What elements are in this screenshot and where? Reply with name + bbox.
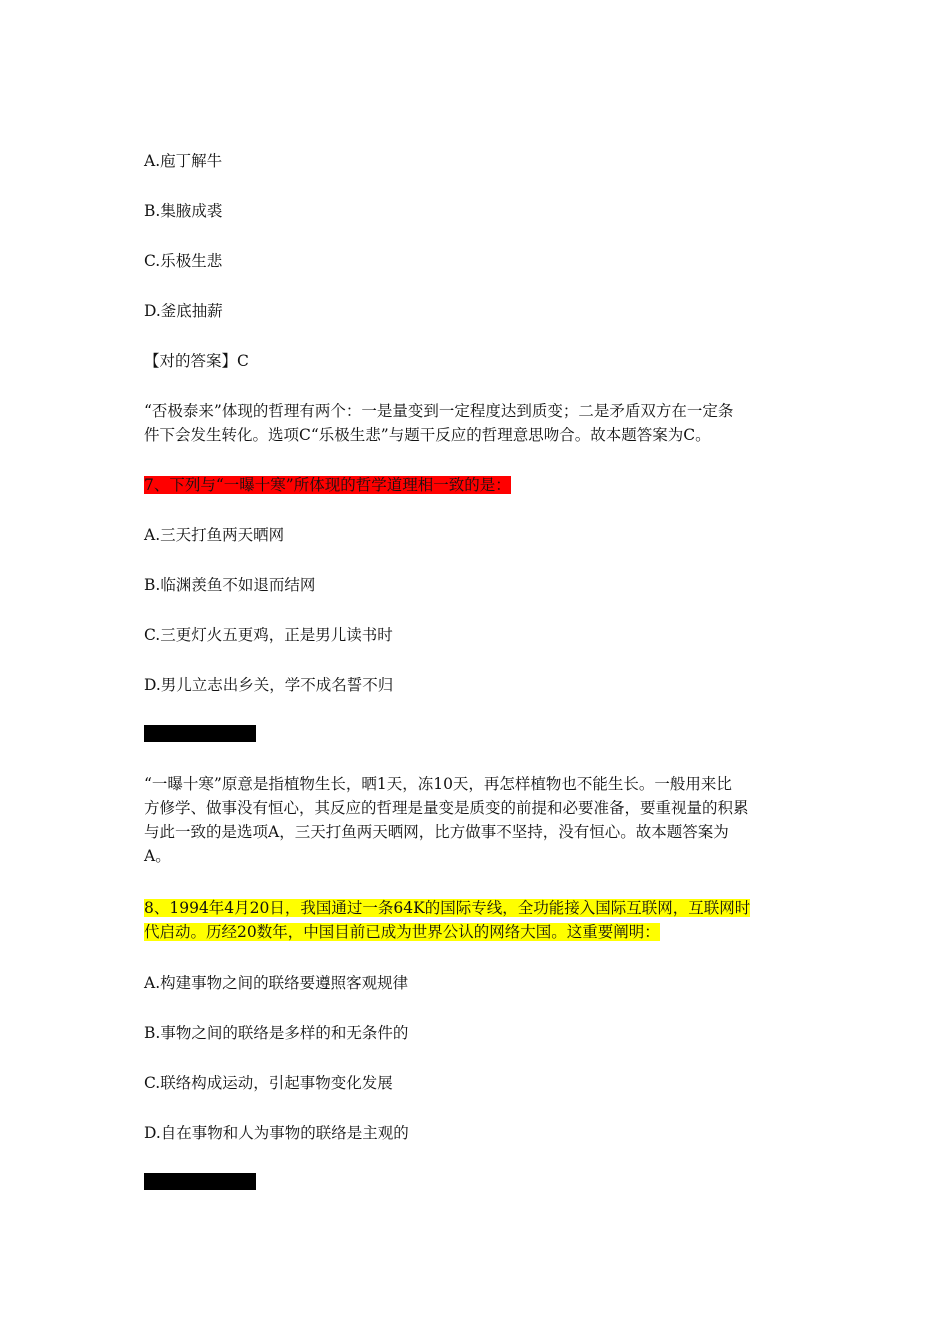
q7-explanation-line-2: 方修学、做事没有恒心，其反应的哲理是量变是质变的前提和必要准备，要重视量的积累 — [144, 799, 749, 817]
q7-explanation-line-3: 与此一致的是选项A，三天打鱼两天晒网，比方做事不坚持，没有恒心。故本题答案为 — [144, 823, 729, 841]
q6-option-c: C.乐极生悲 — [144, 252, 223, 270]
q6-option-d: D.釜底抽薪 — [144, 302, 223, 320]
q8-question-text-2: 代启动。历经20数年，中国目前已成为世界公认的网络大国。这重要阐明： — [144, 923, 660, 941]
q7-explanation-line-4: A。 — [144, 847, 171, 865]
q8-question-line-1 — [144, 896, 750, 920]
q8-question-line-2 — [144, 920, 660, 944]
q6-explanation-line-2: 件下会发生转化。选项C“乐极生悲”与题干反应的哲理意思吻合。故本题答案为C。 — [144, 426, 711, 444]
q7-option-a: A.三天打鱼两天晒网 — [144, 526, 285, 544]
q6-option-b: B.集腋成裘 — [144, 202, 223, 220]
q7-question — [144, 473, 511, 497]
q8-option-c: C.联络构成运动，引起事物变化发展 — [144, 1074, 393, 1092]
q8-option-d: D.自在事物和人为事物的联络是主观的 — [144, 1124, 409, 1142]
q7-question-text: 7、下列与“一曝十寒”所体现的哲学道理相一致的是： — [144, 476, 511, 494]
q8-redacted-answer — [144, 1173, 256, 1190]
q6-explanation-line-1: “否极泰来”体现的哲理有两个：一是量变到一定程度达到质变；二是矛盾双方在一定条 — [144, 402, 734, 420]
q8-option-a: A.构建事物之间的联络要遵照客观规律 — [144, 974, 409, 992]
q8-question-text-1: 8、1994年4月20日，我国通过一条64K的国际专线，全功能接入国际互联网，互联网时 — [144, 899, 751, 917]
q6-option-a: A.庖丁解牛 — [144, 152, 223, 170]
q7-option-d: D.男儿立志出乡关，学不成名誓不归 — [144, 676, 394, 694]
q7-option-b: B.临渊羡鱼不如退而结网 — [144, 576, 316, 594]
q7-redacted-answer — [144, 725, 256, 742]
q7-option-c: C.三更灯火五更鸡，正是男儿读书时 — [144, 626, 393, 644]
q6-answer: 【对的答案】C — [144, 352, 249, 370]
q7-explanation-line-1: “一曝十寒”原意是指植物生长，晒1天，冻10天，再怎样植物也不能生长。一般用来比 — [144, 775, 732, 793]
q8-option-b: B.事物之间的联络是多样的和无条件的 — [144, 1024, 409, 1042]
